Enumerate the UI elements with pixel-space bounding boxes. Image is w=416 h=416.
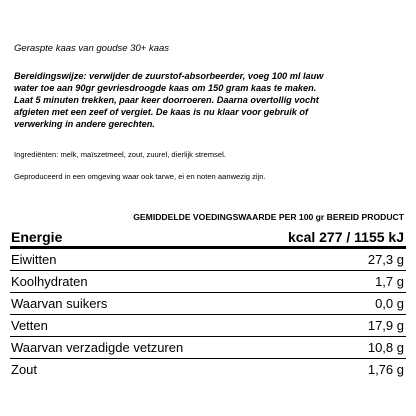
nutrient-label: Zout [11,362,38,377]
preparation-instructions [14,70,406,130]
ingredients-text: Ingrediënten: melk, maïszetmeel, zout, zuurel, dierlijk stremsel. [14,150,226,159]
nutrient-label: Waarvan verzadigde vetzuren [11,340,184,355]
nutrient-label: Vetten [11,318,48,333]
nutrition-row [10,293,406,315]
preparation-line: water toe aan 90gr gevriesdroogde kaas om 150 gram kaas te maken. [14,83,317,93]
preparation-line: Laat 5 minuten trekken, paar keer doorroeren. Daarna overtollig vocht [14,95,319,105]
nutrition-row [10,271,406,293]
nutrient-value: 17,9 g [367,318,404,333]
nutrient-value: kcal 277 / 1155 kJ [288,229,404,245]
nutrient-label: Koolhydraten [11,274,88,289]
nutrition-table [10,226,406,381]
nutrition-row [10,315,406,337]
nutrition-row [10,337,406,359]
preparation-line: Bereidingswijze: verwijder de zuurstof-absorbeerder, voeg 100 ml lauw [14,71,324,81]
nutrient-value: 1,7 g [375,274,404,289]
preparation-line: afgieten met een zeef of vergiet. De kaas is nu klaar voor gebruik of [14,107,309,117]
nutrient-value: 10,8 g [367,340,404,355]
nutrient-label: Waarvan suikers [11,296,108,311]
nutrient-value: 0,0 g [375,296,404,311]
allergen-note: Geproduceerd in een omgeving waar ook tarwe, ei en noten aanwezig zijn. [14,172,266,181]
product-title: Geraspte kaas van goudse 30+ kaas [14,43,170,54]
nutrient-value: 27,3 g [367,252,404,267]
nutrient-label: Eiwitten [11,252,57,267]
nutrition-row [10,359,406,381]
nutrient-value: 1,76 g [367,362,404,377]
nutrition-row [10,249,406,271]
nutrition-row-energy [10,226,406,249]
nutrient-label: Energie [11,229,63,245]
nutrition-heading: GEMIDDELDE VOEDINGSWAARDE PER 100 gr BEREID PRODUCT [133,212,404,222]
preparation-line: verwerking in andere gerechten. [14,119,155,129]
